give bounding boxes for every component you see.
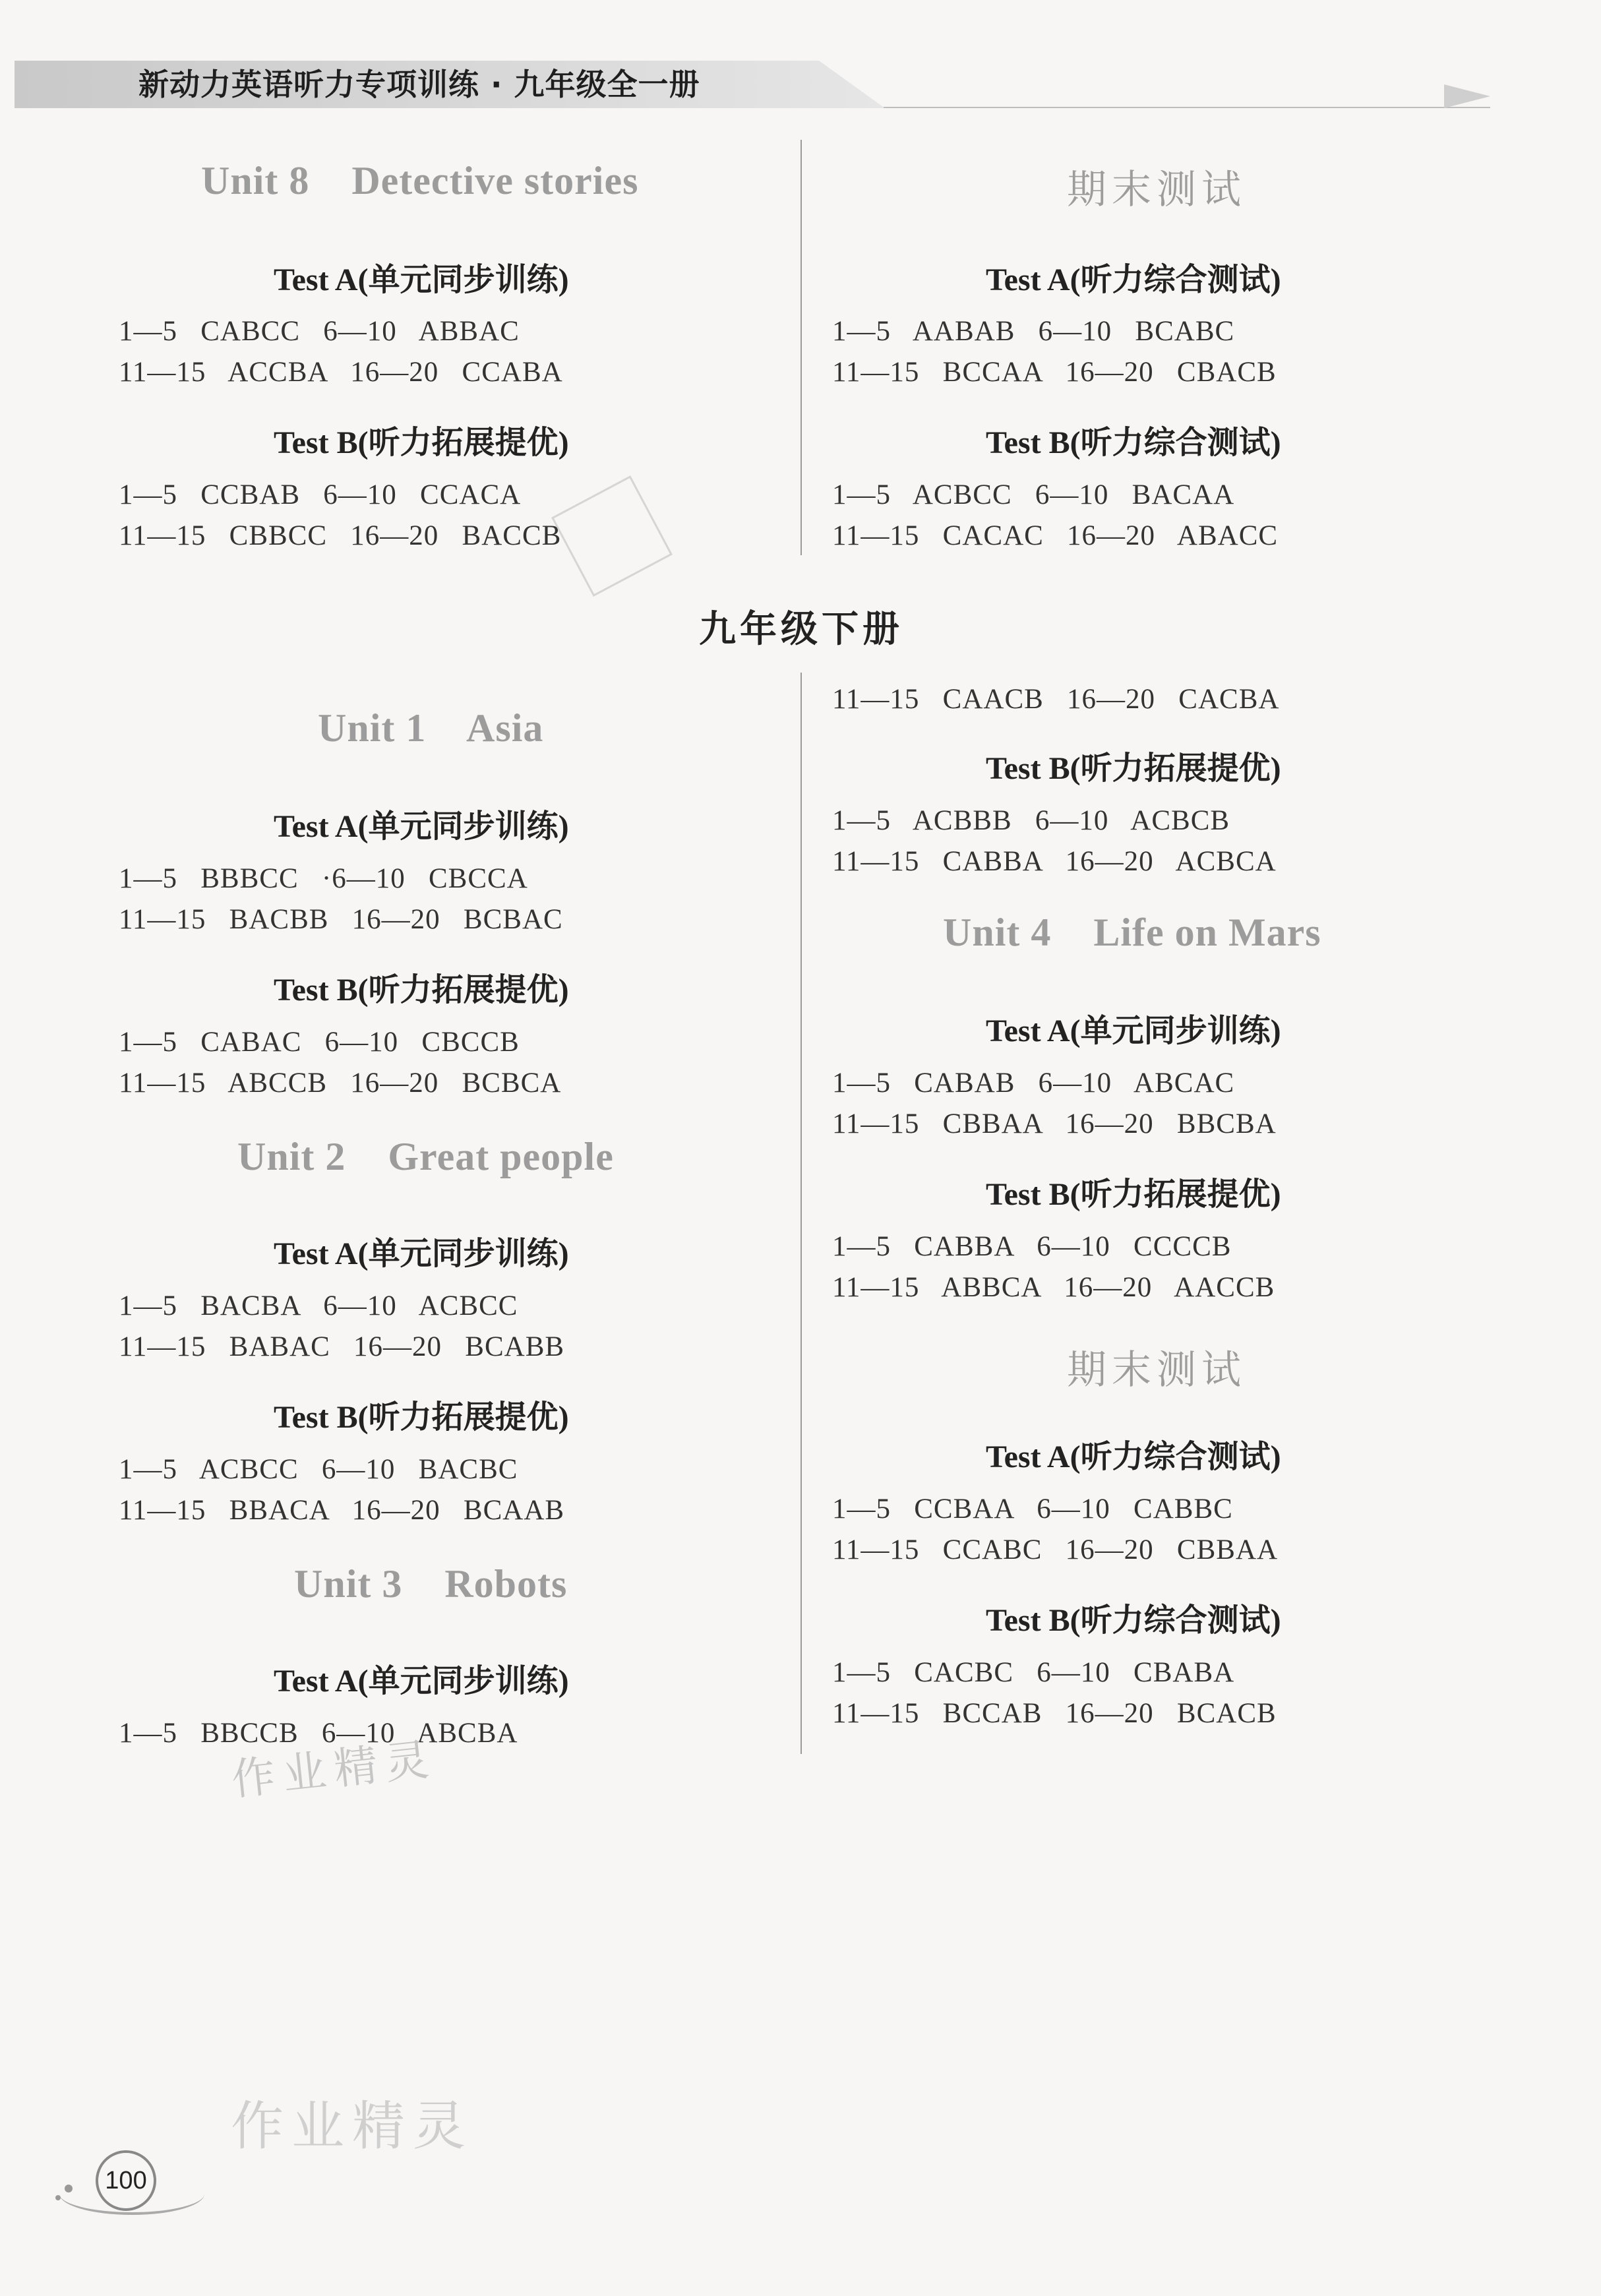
unit-3-test-a-title: Test A(单元同步训练) (274, 1664, 569, 1699)
final-top-test-b-line-2: 11—15 CACAC 16—20 ABACC (832, 520, 1279, 551)
unit-8-test-a-line-1: 1—5 CABCC 6—10 ABBAC (119, 316, 520, 347)
unit-3-title: Unit 3 Robots (294, 1562, 568, 1606)
stamp-mark (551, 475, 673, 597)
final-top-test-a-line-2: 11—15 BCCAA 16—20 CBACB (832, 357, 1277, 388)
unit-2-test-b-line-1: 1—5 ACBCC 6—10 BACBC (119, 1454, 518, 1485)
unit-1-test-b-line-1: 1—5 CABAC 6—10 CBCCB (119, 1027, 520, 1058)
unit-4-test-a-line-1: 1—5 CABAB 6—10 ABCAC (832, 1068, 1235, 1099)
unit-4-test-b-line-1: 1—5 CABBA 6—10 CCCCB (832, 1231, 1232, 1262)
page-number: 100 (96, 2150, 156, 2211)
unit-4-test-b-line-2: 11—15 ABBCA 16—20 AACCB (832, 1272, 1275, 1303)
final-bottom-test-a-line-2: 11—15 CCABC 16—20 CBBAA (832, 1534, 1279, 1565)
final-top-test-b-title: Test B(听力综合测试) (986, 425, 1281, 460)
unit-8-test-a-title: Test A(单元同步训练) (274, 262, 569, 297)
unit-8-title: Unit 8 Detective stories (201, 159, 639, 202)
final-test-title-top: 期末测试 (1067, 167, 1246, 213)
unit-2-title: Unit 2 Great people (237, 1135, 614, 1178)
final-bottom-test-a-line-1: 1—5 CCBAA 6—10 CABBC (832, 1494, 1233, 1525)
unit-1-test-b-line-2: 11—15 ABCCB 16—20 BCBCA (119, 1068, 562, 1099)
final-bottom-test-b-line-2: 11—15 BCCAB 16—20 BCACB (832, 1698, 1277, 1729)
header-arrow-icon (1444, 84, 1490, 108)
unit-8-test-a-line-2: 11—15 ACCBA 16—20 CCABA (119, 357, 563, 388)
unit-1-test-a-line-1: 1—5 BBBCC ·6—10 CBCCA (119, 863, 528, 894)
final-bottom-test-b-line-1: 1—5 CACBC 6—10 CBABA (832, 1657, 1235, 1688)
unit-3-test-a-line-2: 11—15 CAACB 16—20 CACBA (832, 684, 1280, 715)
header-rule (884, 107, 1490, 108)
unit-1-test-b-title: Test B(听力拓展提优) (274, 973, 569, 1008)
final-top-test-a-title: Test A(听力综合测试) (986, 262, 1281, 297)
page-dot-icon (65, 2185, 73, 2192)
unit-2-test-a-line-1: 1—5 BACBA 6—10 ACBCC (119, 1290, 518, 1321)
unit-4-title: Unit 4 Life on Mars (943, 911, 1321, 954)
unit-8-test-b-line-1: 1—5 CCBAB 6—10 CCACA (119, 479, 522, 510)
unit-2-test-a-line-2: 11—15 BABAC 16—20 BCABB (119, 1331, 565, 1362)
final-top-test-b-line-1: 1—5 ACBCC 6—10 BACAA (832, 479, 1235, 510)
final-top-test-a-line-1: 1—5 AABAB 6—10 BCABC (832, 316, 1235, 347)
section-heading: 九年级下册 (699, 608, 903, 651)
unit-2-test-a-title: Test A(单元同步训练) (274, 1236, 569, 1271)
final-bottom-test-a-title: Test A(听力综合测试) (986, 1439, 1281, 1474)
unit-4-test-a-line-2: 11—15 CBBAA 16—20 BBCBA (832, 1108, 1277, 1139)
unit-3-test-b-title: Test B(听力拓展提优) (986, 751, 1281, 786)
unit-8-test-b-title: Test B(听力拓展提优) (274, 425, 569, 460)
unit-3-test-a-line-1: 1—5 BBCCB 6—10 ABCBA (119, 1718, 518, 1749)
column-divider-top (800, 140, 802, 555)
unit-2-test-b-line-2: 11—15 BBACA 16—20 BCAAB (119, 1495, 565, 1526)
unit-8-test-b-line-2: 11—15 CBBCC 16—20 BACCB (119, 520, 562, 551)
unit-4-test-a-title: Test A(单元同步训练) (986, 1013, 1281, 1048)
final-bottom-test-b-title: Test B(听力综合测试) (986, 1603, 1281, 1638)
unit-3-test-b-line-1: 1—5 ACBBB 6—10 ACBCB (832, 805, 1230, 836)
watermark-mid: 作业精灵 (229, 1733, 439, 1806)
unit-3-test-b-line-2: 11—15 CABBA 16—20 ACBCA (832, 846, 1277, 877)
unit-1-test-a-line-2: 11—15 BACBB 16—20 BCBAC (119, 904, 563, 935)
column-divider-bottom (800, 673, 802, 1754)
page-dot-icon (55, 2195, 61, 2200)
unit-1-test-a-title: Test A(单元同步训练) (274, 809, 569, 844)
page-number-badge (53, 2146, 204, 2212)
final-test-title-bottom: 期末测试 (1067, 1347, 1246, 1393)
watermark-bottom: 作业精灵 (231, 2096, 473, 2157)
unit-1-title: Unit 1 Asia (318, 706, 544, 750)
unit-4-test-b-title: Test B(听力拓展提优) (986, 1177, 1281, 1212)
unit-2-test-b-title: Test B(听力拓展提优) (274, 1400, 569, 1435)
book-title: 新动力英语听力专项训练 · 九年级全一册 (138, 67, 700, 102)
